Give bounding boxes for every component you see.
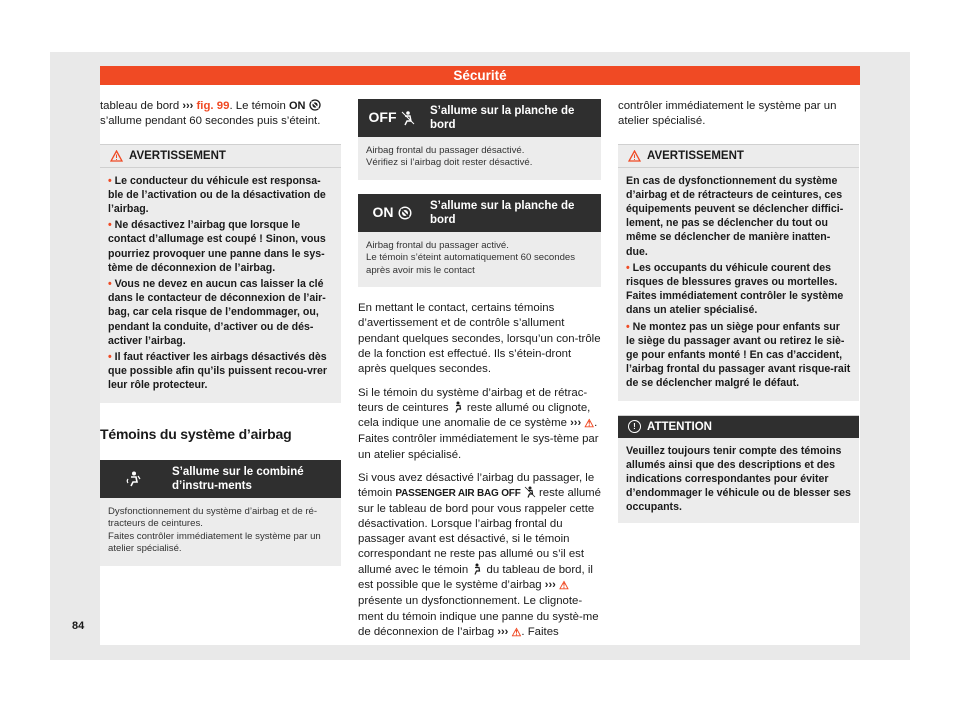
column-left xyxy=(100,99,341,580)
lamp-header xyxy=(358,194,601,232)
cross-ref-arrow: ››› xyxy=(497,625,509,638)
body-paragraph: contrôler immédiatement le système par un atelier spécialisé. xyxy=(618,100,837,128)
paragraph-text: reste allumé sur le tableau de bord pour vous rappeler cette désactivation. Lorsque l’airbag frontal du passager avant est désactivé, si le témoin correspondant ne reste pas allumé ou s’il est allumé avec le témoin xyxy=(358,487,602,576)
warning-item-text: Ne désactivez l’airbag que lorsque le contact d’allumage est coupé ! Sinon, vous pourriez provoquer une panne dans le sys-tème de déconnexion de l’airbag. xyxy=(108,219,326,274)
body-paragraph: En mettant le contact, certains témoins d’avertissement et de contrôle s’allument pendant quelques secondes, lorsqu’un con-trôle de la fonction est effectué. Ils s’étein-dront après quelques secondes. xyxy=(358,302,601,376)
warning-title: AVERTISSEMENT xyxy=(647,149,744,162)
lamp-description: Airbag frontal du passager activé. Le témoin s’éteint automatiquement 60 secondes après avoir mis le contact xyxy=(366,239,576,276)
warning-triangle-icon xyxy=(110,150,123,162)
info-circle-icon: ! xyxy=(628,420,641,433)
warning-item: • Les occupants du véhicule courent des risques de blessures graves ou mortelles. Faites immédiatement contrôler le système dans un atelier spécialisé. xyxy=(626,261,844,317)
attention-title: ATTENTION xyxy=(647,420,712,433)
paragraph-text: . Faites xyxy=(521,625,559,638)
paragraph-text: Si le témoin du système d’airbag et de rétrac-teurs de ceintures xyxy=(358,386,588,414)
lamp-title: S’allume sur le combiné d’instru-ments xyxy=(172,465,304,492)
passenger-airbag-off-label: PASSENGER AIR BAG OFF xyxy=(395,488,521,500)
warning-item-text: Le conducteur du véhicule est responsa-ble de l’activation ou de la désactivation de l’airbag. xyxy=(108,174,326,215)
warning-triangle-icon[interactable]: ⚠ xyxy=(511,626,522,639)
cross-ref-arrow: ››› xyxy=(570,417,582,430)
chapter-header: Sécurité xyxy=(100,66,860,85)
paragraph-text: reste allumé ou clignote, cela indique une anomalie de ce système xyxy=(358,401,591,430)
warning-body xyxy=(618,168,859,401)
cross-ref-arrow: ››› xyxy=(182,100,194,112)
warning-lamp-card xyxy=(358,194,601,287)
body-paragraph xyxy=(358,386,601,463)
warning-header xyxy=(100,145,341,168)
warning-triangle-icon[interactable]: ⚠ xyxy=(584,418,595,431)
warning-item-text: Vous ne devez en aucun cas laisser la clé dans le contacteur de déconnexion de l’air-bag, car cela risque de l’endommager, ou, pendant la conduite, d’activer ou de dés-activer l’airbag. xyxy=(108,278,326,347)
lamp-icon-cell xyxy=(358,99,426,137)
lamp-icon-cell xyxy=(358,194,426,232)
warning-item: • Ne montez pas un siège pour enfants sur le siège du passager avant ou retirez le siè-ge pour enfants monté ! En cas d’accident, l’airbag frontal du passager avant risque-rait de se déclencher malgré le défaut. xyxy=(626,320,851,390)
warning-box xyxy=(618,144,859,401)
attention-header xyxy=(618,416,859,438)
warning-body xyxy=(100,168,341,403)
page-number: 84 xyxy=(72,620,85,632)
section-title: Témoins du système d’airbag xyxy=(100,425,292,442)
lamp-header xyxy=(100,460,341,498)
lamp-description: Dysfonctionnement du système d’airbag et de ré-tracteurs de ceintures. Faites contrôler immédiatement le système par un atelier spécialisé. xyxy=(108,505,321,555)
lamp-header xyxy=(358,99,601,137)
warning-lamp-card xyxy=(100,460,341,566)
airbag-deactivated-icon xyxy=(398,206,412,220)
warning-item-text: Les occupants du véhicule courent des risques de blessures graves ou mortelles. Faites immédiatement contrôler le système dans un atelier spécialisé. xyxy=(626,261,844,317)
paragraph-text: présente un dysfonctionnement. Le clignote-ment du témoin indique une panne du systè-me de déconnexion de l’airbag xyxy=(358,595,599,638)
paragraph-text: Si vous avez désactivé l’airbag du passager, le témoin xyxy=(358,472,595,500)
paragraph-text: du tableau de bord, il est possible que le système d’airbag xyxy=(358,563,593,592)
intro-paragraph xyxy=(100,99,341,130)
warning-triangle-icon xyxy=(628,150,641,162)
cross-ref-arrow: ››› xyxy=(544,579,556,592)
warning-box xyxy=(100,144,341,403)
airbag-person-icon xyxy=(524,486,536,498)
lamp-title: S’allume sur la planche de bord xyxy=(430,199,575,226)
intro-text: . Le témoin xyxy=(229,100,289,112)
warning-item: • Il faut réactiver les airbags désactivés dès que possible afin qu’ils puissent recou-vrer leur rôle protecteur. xyxy=(108,351,327,392)
airbag-person-icon xyxy=(452,401,464,413)
figure-link[interactable]: fig. 99 xyxy=(193,100,230,112)
warning-item: • Ne désactivez l’airbag que lorsque le contact d’allumage est coupé ! Sinon, vous pourriez provoquer une panne dans le sys-tème de déconnexion de l’airbag. xyxy=(108,219,326,274)
off-indicator-label: OFF xyxy=(368,109,397,126)
on-indicator-label: ON xyxy=(372,204,394,221)
intro-text: tableau de bord xyxy=(100,100,183,112)
warning-title: AVERTISSEMENT xyxy=(129,149,226,162)
airbag-person-icon xyxy=(471,563,483,575)
attention-body: Veuillez toujours tenir compte des témoins allumés ainsi que des descriptions et des indications correspondantes pour éviter d’endommager le véhicule ou de blesser ses occupants. xyxy=(626,444,851,514)
warning-triangle-icon[interactable]: ⚠ xyxy=(558,580,569,593)
lamp-title: S’allume sur la planche de bord xyxy=(430,105,575,131)
warning-item: • Le conducteur du véhicule est responsa-ble de l’activation ou de la désactivation de l’airbag. xyxy=(108,174,326,215)
warning-lamp-card xyxy=(358,99,601,180)
airbag-person-icon xyxy=(400,110,416,126)
attention-box xyxy=(618,415,859,523)
body-paragraph xyxy=(358,471,601,641)
intro-text: s’allume pendant 60 secondes puis s’éteint. xyxy=(100,115,321,128)
warning-lead: En cas de dysfonctionnement du système d’airbag et de rétracteurs de ceintures, ces équipements peuvent se déclencher diffici-lement, ne pas se déclencher du tout ou même se déclencher de manière inatten-due. xyxy=(626,174,844,258)
warning-header xyxy=(618,145,859,168)
airbag-person-icon xyxy=(125,470,143,488)
on-indicator-label: ON xyxy=(288,100,306,112)
paragraph-text: . Faites contrôler immédiatement le sys-tème par un atelier spécialisé. xyxy=(358,417,599,461)
warning-item-text: Il faut réactiver les airbags désactivés dès que possible afin qu’ils puissent recou-vrer leur rôle protecteur. xyxy=(108,351,327,392)
warning-item-text: Ne montez pas un siège pour enfants sur le siège du passager avant ou retirez le siè-ge pour enfants monté ! En cas d’accident, l’airbag frontal du passager avant risque-rait de se déclencher malgré le défaut. xyxy=(626,320,851,390)
airbag-deactivated-icon xyxy=(309,99,321,111)
column-right xyxy=(618,99,859,523)
warning-item: • Vous ne devez en aucun cas laisser la clé dans le contacteur de déconnexion de l’air-bag, car cela risque de l’endommager, ou, pendant la conduite, d’activer ou de dés-activer l’airbag. xyxy=(108,278,326,347)
column-middle xyxy=(358,99,601,649)
lamp-icon-cell xyxy=(100,460,168,498)
lamp-description: Airbag frontal du passager désactivé. Vérifiez si l’airbag doit rester désactivé. xyxy=(366,145,533,169)
